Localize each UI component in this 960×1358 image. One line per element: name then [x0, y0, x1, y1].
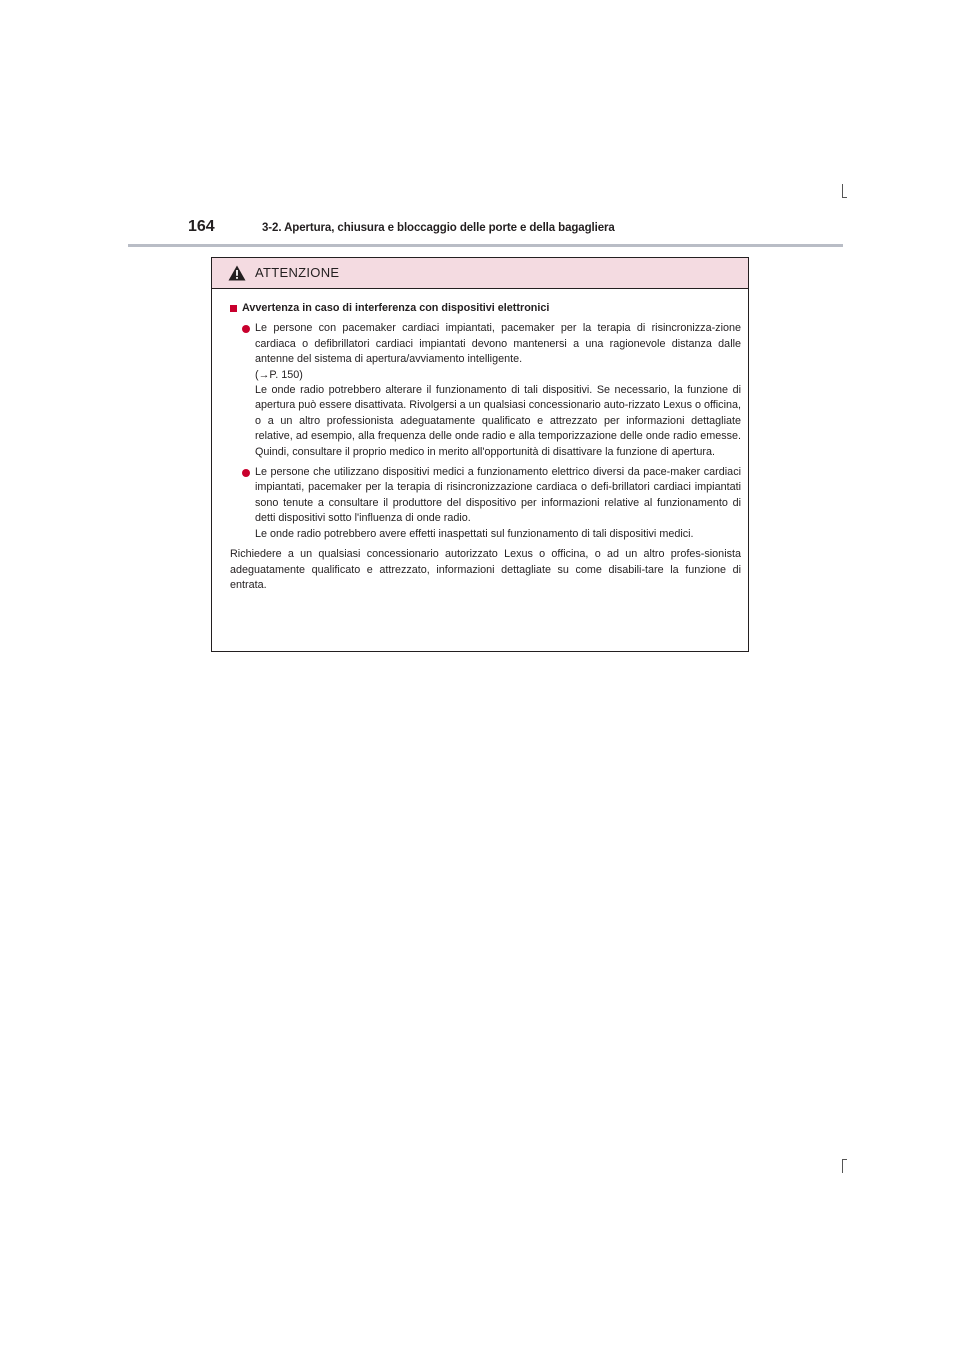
caution-body — [212, 289, 748, 593]
bullet-paragraph: Le onde radio potrebbero alterare il funzionamento di tali dispositivi. Se necessario, la funzione di apertura può essere disattivata. Rivolgersi a un qualsiasi concessionario auto-rizzato Lexus o officina, o a un altro professionista adeguatamente qualificato e attrezzato per informazioni dettagliate relative, ad esempio, alla frequenza delle onde radio e alla temporizzazione delle onde radio emesse. Quindi, consultare il proprio medico in merito all'opportunità di disattivare la funzione di apertura. — [255, 384, 741, 458]
bullet-dot-icon — [242, 325, 250, 333]
bullet-item — [242, 321, 741, 460]
section-title: 3-2. Apertura, chiusura e bloccaggio delle porte e della bagagliera — [262, 222, 615, 234]
caution-header — [212, 258, 748, 289]
bullet-paragraph: Le onde radio potrebbero avere effetti inaspettati sul funzionamento di tali dispositivi medici. — [255, 527, 694, 540]
bullet-item — [242, 465, 741, 542]
bullet-paragraph: Le persone con pacemaker cardiaci impiantati, pacemaker per la terapia di risincronizza-zione cardiaca o defibrillatori cardiaci impiantati devono mantenersi a una ragionevole distanza dalle antenne del sistema di apertura/avviamento intelligente. — [255, 322, 741, 366]
bullet-dot-icon — [242, 469, 250, 477]
closing-paragraph: Richiedere a un qualsiasi concessionario autorizzato Lexus o officina, o ad un altro profes-sionista adeguatamente qualificato e attrezzato, informazioni dettagliate su come disabili-tare la funzione di entrata. — [230, 548, 741, 591]
bullet-paragraph: Le persone che utilizzano dispositivi medici a funzionamento elettrico diversi da pace-maker cardiaci impiantati, pacemaker per la terapia di risincronizzazione cardiaca o defi-brillatori cardiaci impiantati sono tenute a consultare il produttore del dispositivo per informazioni relative al funzionamento di detti dispositivi sotto l'influenza di onde radio. — [255, 466, 741, 525]
caution-title: ATTENZIONE — [255, 265, 340, 280]
warning-triangle-icon — [228, 265, 246, 281]
caution-heading-text: Avvertenza in caso di interferenza con dispositivi elettronici — [242, 302, 550, 314]
caution-box — [211, 257, 749, 652]
page-number: 164 — [188, 218, 215, 235]
page-header — [188, 216, 843, 244]
crop-mark-top — [842, 184, 843, 198]
header-rule — [128, 244, 843, 247]
square-bullet-icon — [230, 305, 237, 312]
caution-heading — [230, 301, 741, 316]
crop-mark-bottom — [842, 1159, 843, 1173]
page-reference: (→P. 150) — [255, 368, 303, 381]
